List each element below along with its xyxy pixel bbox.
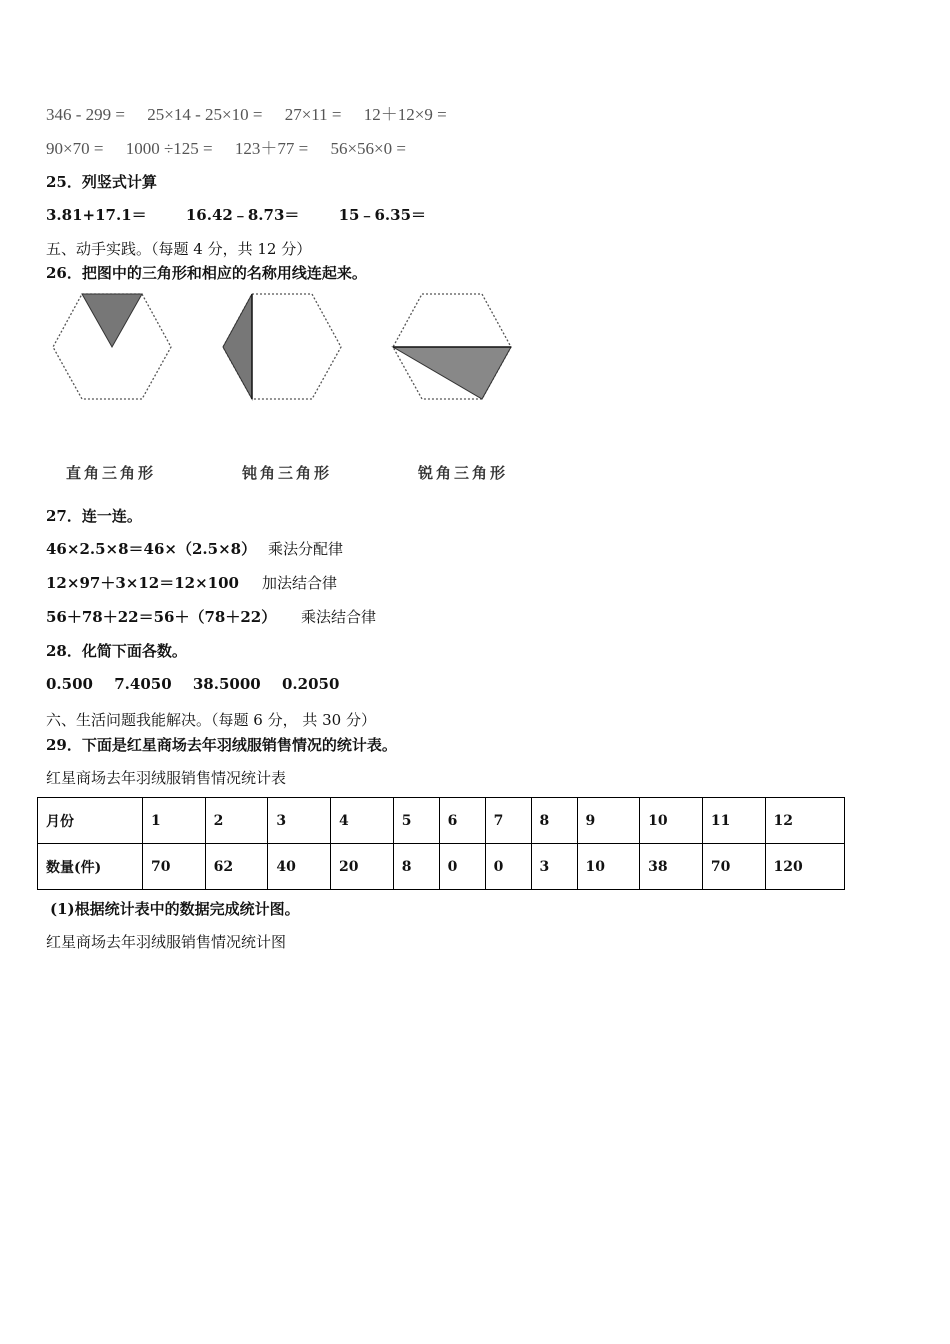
sales-table (37, 797, 845, 890)
q29-title: 29．下面是红星商场去年羽绒服销售情况的统计表。 (46, 736, 397, 754)
q27-law-2: 加法结合律 (262, 574, 338, 592)
q28-number: 0.2050 (281, 675, 340, 693)
q25-item: 16.42﹣8.73＝ (185, 206, 300, 224)
table-cell: 70 (702, 844, 765, 890)
calc-item: 27×11 = (284, 105, 342, 124)
calc-item: 90×70 = (46, 139, 104, 158)
q28-numbers (46, 675, 339, 693)
calc-item: 346 - 299 = (46, 105, 125, 124)
section-6-heading: 六、生活问题我能解决。（每题 6 分， 共 30 分） (46, 711, 376, 729)
table-cell: 5 (393, 798, 439, 844)
label-right-triangle: 直角三角形 (66, 464, 157, 482)
hexagon-acute-triangle (393, 294, 511, 399)
table-cell: 120 (765, 844, 844, 890)
q27-law-3: 乘法结合律 (301, 608, 377, 626)
table-cell: 8 (393, 844, 439, 890)
table-cell: 1 (143, 798, 206, 844)
calc-item: 123＋77 = (234, 139, 309, 158)
label-obtuse-triangle: 钝角三角形 (242, 464, 333, 482)
hexagon-right-triangle (53, 294, 171, 399)
table-cell: 8 (531, 798, 577, 844)
q28-number: 0.500 (46, 675, 93, 693)
table-cell: 40 (268, 844, 331, 890)
chart-title: 红星商场去年羽绒服销售情况统计图 (46, 933, 287, 951)
q27-expr-1: 46×2.5×8＝46×（2.5×8） (46, 540, 257, 558)
table-cell: 38 (640, 844, 703, 890)
q29-sub1: (1)根据统计表中的数据完成统计图。 (50, 900, 300, 918)
table-cell: 3 (531, 844, 577, 890)
table-cell: 12 (765, 798, 844, 844)
q25-item: 15﹣6.35＝ (338, 206, 427, 224)
table-cell: 0 (485, 844, 531, 890)
table-cell: 10 (577, 844, 640, 890)
calc-item: 56×56×0 = (330, 139, 406, 158)
table-row-values (38, 844, 845, 890)
table-cell: 62 (205, 844, 268, 890)
table-cell: 10 (640, 798, 703, 844)
table-cell: 4 (331, 798, 394, 844)
table-cell: 20 (331, 844, 394, 890)
label-acute-triangle: 锐角三角形 (418, 464, 509, 482)
table-cell: 70 (143, 844, 206, 890)
table-cell: 9 (577, 798, 640, 844)
table-cell: 0 (439, 844, 485, 890)
q25-item: 3.81+17.1＝ (46, 206, 147, 224)
oral-calc-row-2 (46, 134, 424, 159)
table-title: 红星商场去年羽绒服销售情况统计表 (46, 769, 287, 787)
calc-item: 1000 ÷125 = (125, 139, 213, 158)
q28-title: 28．化简下面各数。 (46, 642, 187, 660)
q25-title: 25．列竖式计算 (46, 173, 157, 191)
q28-number: 38.5000 (192, 675, 261, 693)
table-header-month: 月份 (38, 798, 143, 844)
hexagon-obtuse-triangle (223, 294, 341, 399)
table-cell: 7 (485, 798, 531, 844)
table-cell: 11 (702, 798, 765, 844)
oral-calc-row-1 (46, 100, 465, 125)
q25-items (46, 204, 426, 225)
q27-title: 27．连一连。 (46, 507, 142, 525)
table-header-quantity: 数量(件) (38, 844, 143, 890)
table-cell: 3 (268, 798, 331, 844)
calc-item: 12＋12×9 = (363, 105, 447, 124)
q27-law-1: 乘法分配律 (268, 540, 344, 558)
calc-item: 25×14 - 25×10 = (147, 105, 263, 124)
q28-number: 7.4050 (114, 675, 172, 693)
hexagon-figures (40, 285, 530, 410)
table-cell: 2 (205, 798, 268, 844)
table-cell: 6 (439, 798, 485, 844)
q27-expr-2: 12×97＋3×12＝12×100 (46, 574, 239, 592)
q26-title: 26．把图中的三角形和相应的名称用线连起来。 (46, 264, 367, 282)
section-5-heading: 五、动手实践。（每题 4 分，共 12 分） (46, 240, 312, 258)
q27-expr-3: 56＋78＋22＝56＋（78＋22） (46, 608, 277, 626)
table-row-months (38, 798, 845, 844)
